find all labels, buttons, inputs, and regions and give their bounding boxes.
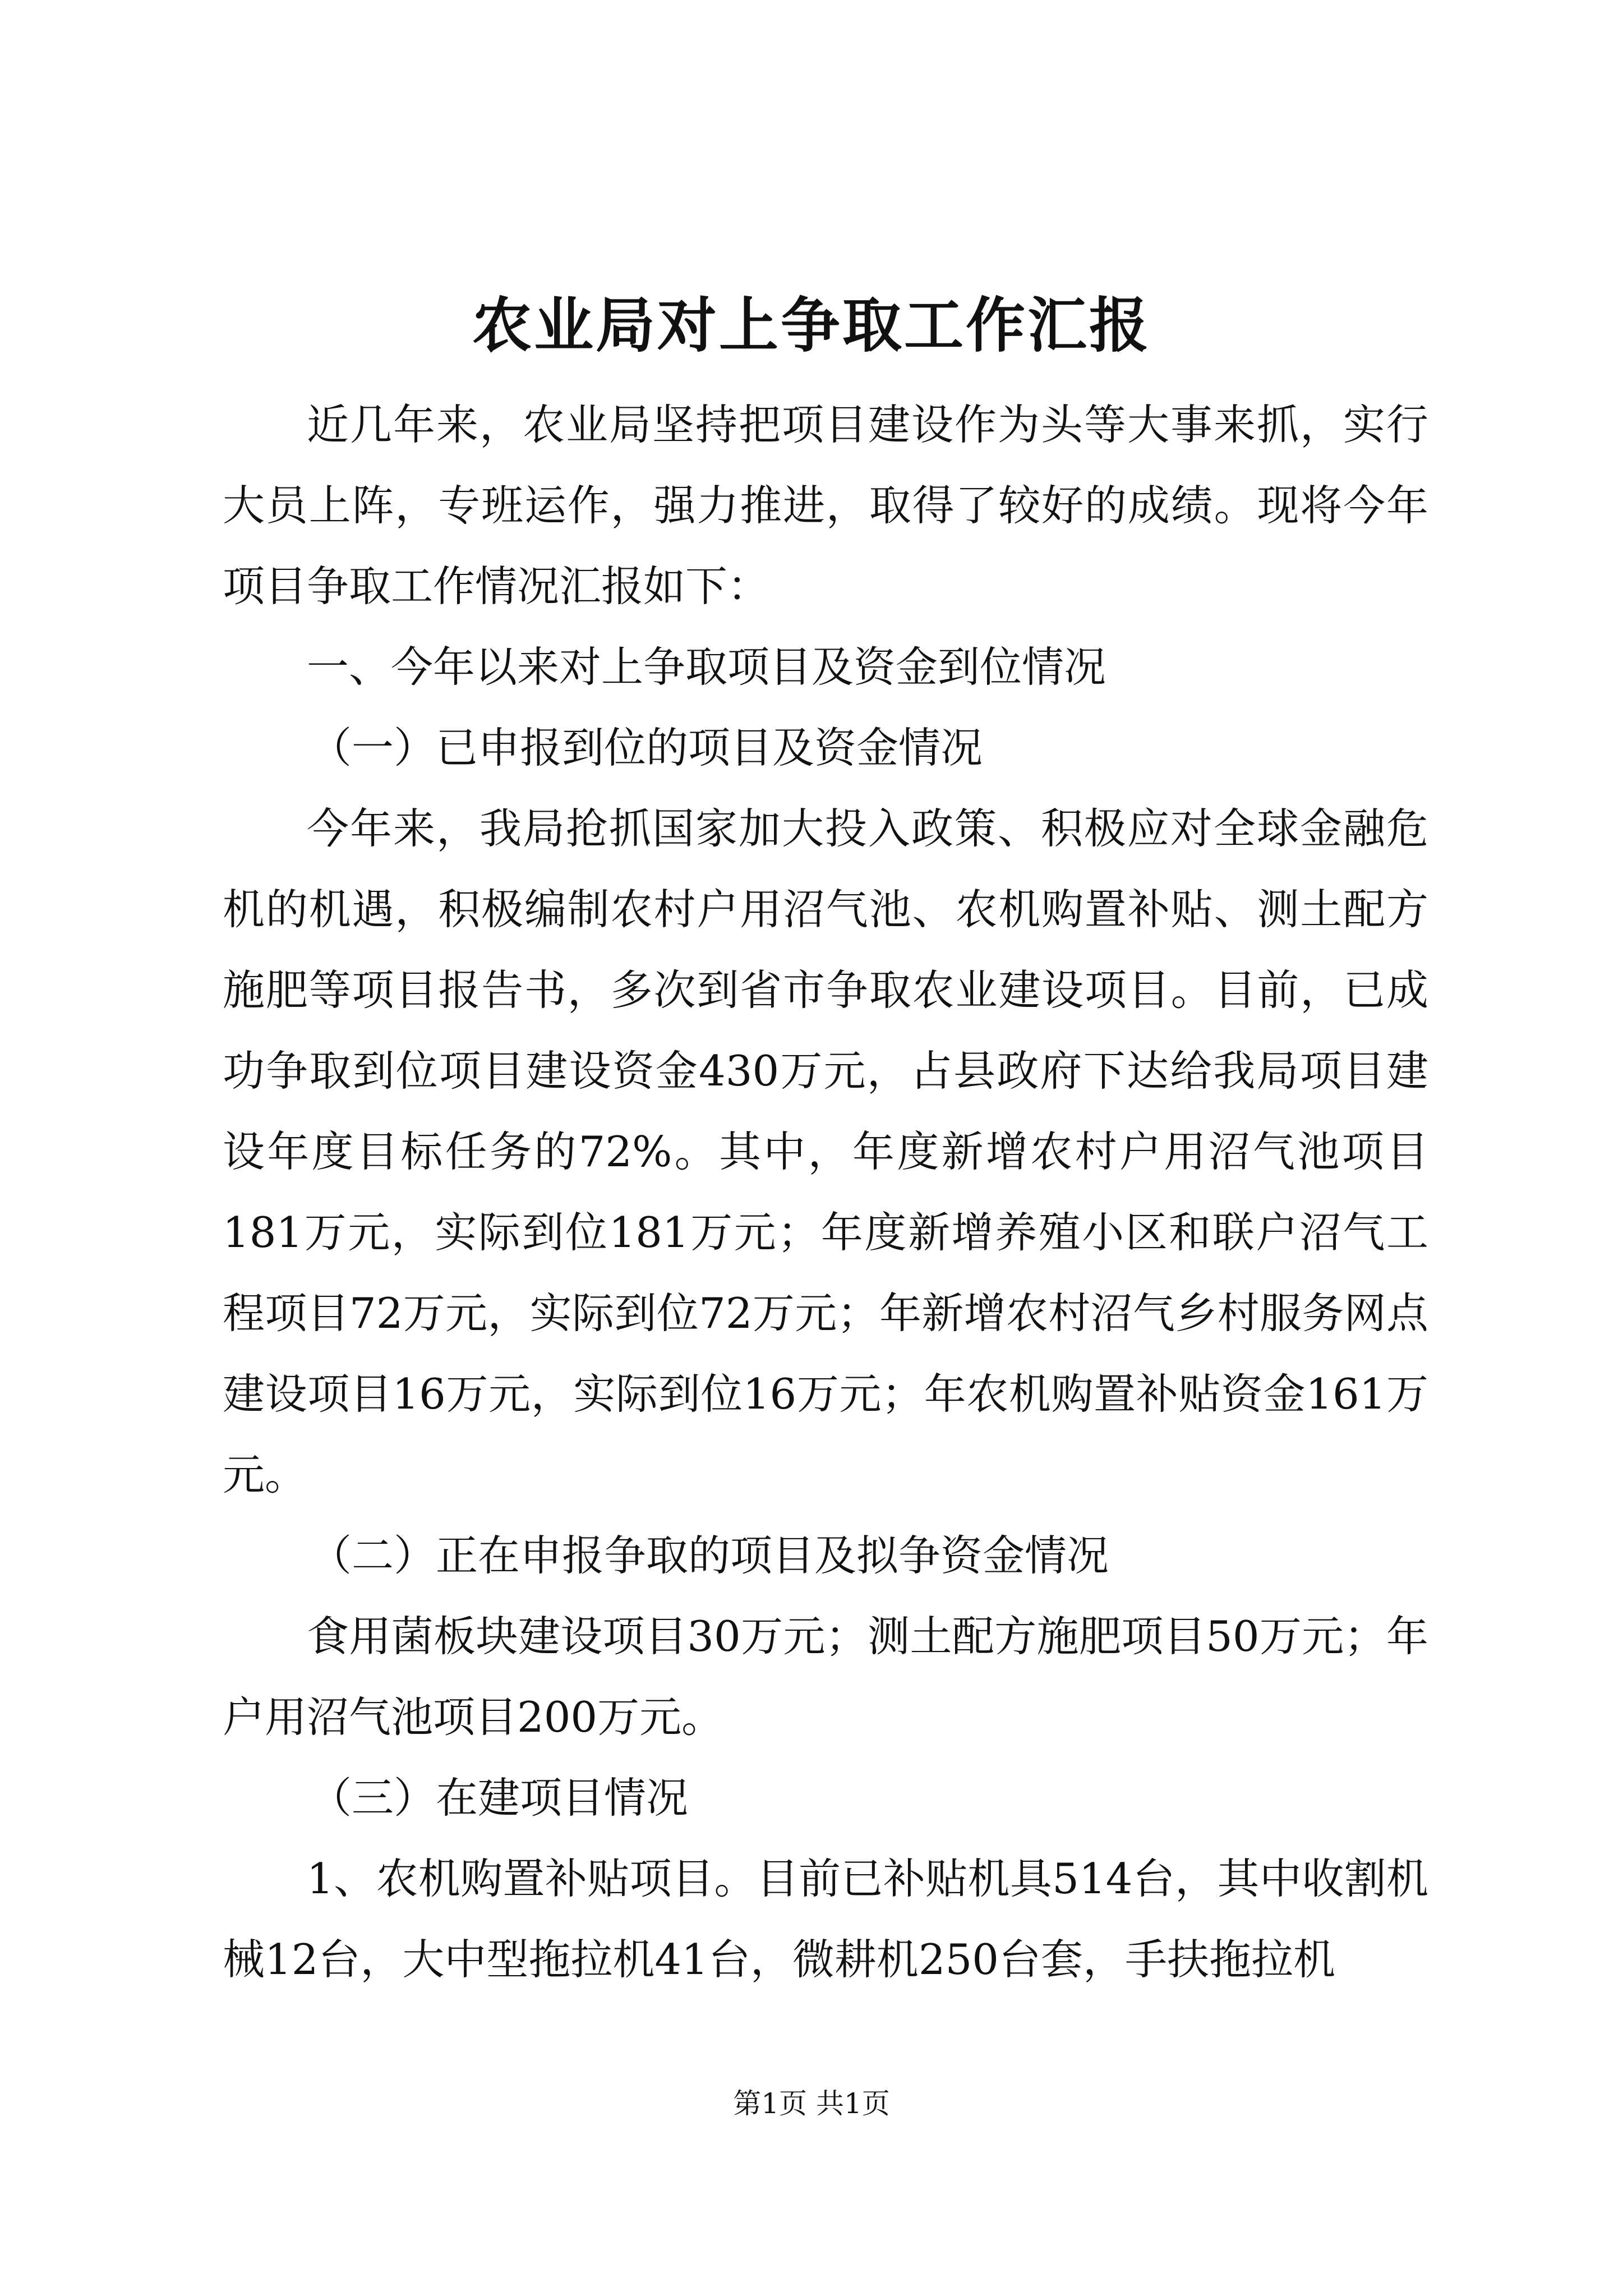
subsection-heading-3: （三）在建项目情况 [310, 1773, 689, 1823]
document-title: 农业局对上争取工作汇报 [472, 290, 1151, 360]
paragraph-machinery-subsidy: 1、农机购置补贴项目。目前已补贴机具514台，其中收割机械12台，大中型拖拉机41台，微耕机250台套，手扶拖拉机 [223, 1854, 1428, 1984]
paragraph-intro: 近几年来，农业局坚持把项目建设作为头等大事来抓，实行大员上阵，专班运作，强力推进，取得了较好的成绩。现将今年项目争取工作情况汇报如下： [223, 400, 1428, 611]
page-footer: 第1页 共1页 [733, 2087, 890, 2120]
section-heading-1: 一、今年以来对上争取项目及资金到位情况 [307, 642, 1106, 692]
subsection-heading-2: （二）正在申报争取的项目及拟争资金情况 [310, 1531, 1109, 1580]
paragraph-pending-projects: 食用菌板块建设项目30万元；测土配方施肥项目50万元；年户用沼气池项目200万元。 [223, 1612, 1428, 1742]
subsection-heading-1: （一）已申报到位的项目及资金情况 [310, 723, 983, 772]
paragraph-funds-arrived: 今年来，我局抢抓国家加大投入政策、积极应对全球金融危机的机遇，积极编制农村户用沼气池、农机购置补贴、测土配方施肥等项目报告书，多次到省市争取农业建设项目。目前，已成功争取到位项目建设资金430万元，占县政府下达给我局项目建设年度目标任务的72%。其中，年度新增农村户用沼气池项目181万元，实际到位181万元；年度新增养殖小区和联户沼气工程项目72万元，实际到位72万元；年新增农村沼气乡村服务网点建设项目16万元，实际到位16万元；年农机购置补贴资金161万元。 [223, 804, 1428, 1499]
document-body [223, 384, 1428, 2000]
